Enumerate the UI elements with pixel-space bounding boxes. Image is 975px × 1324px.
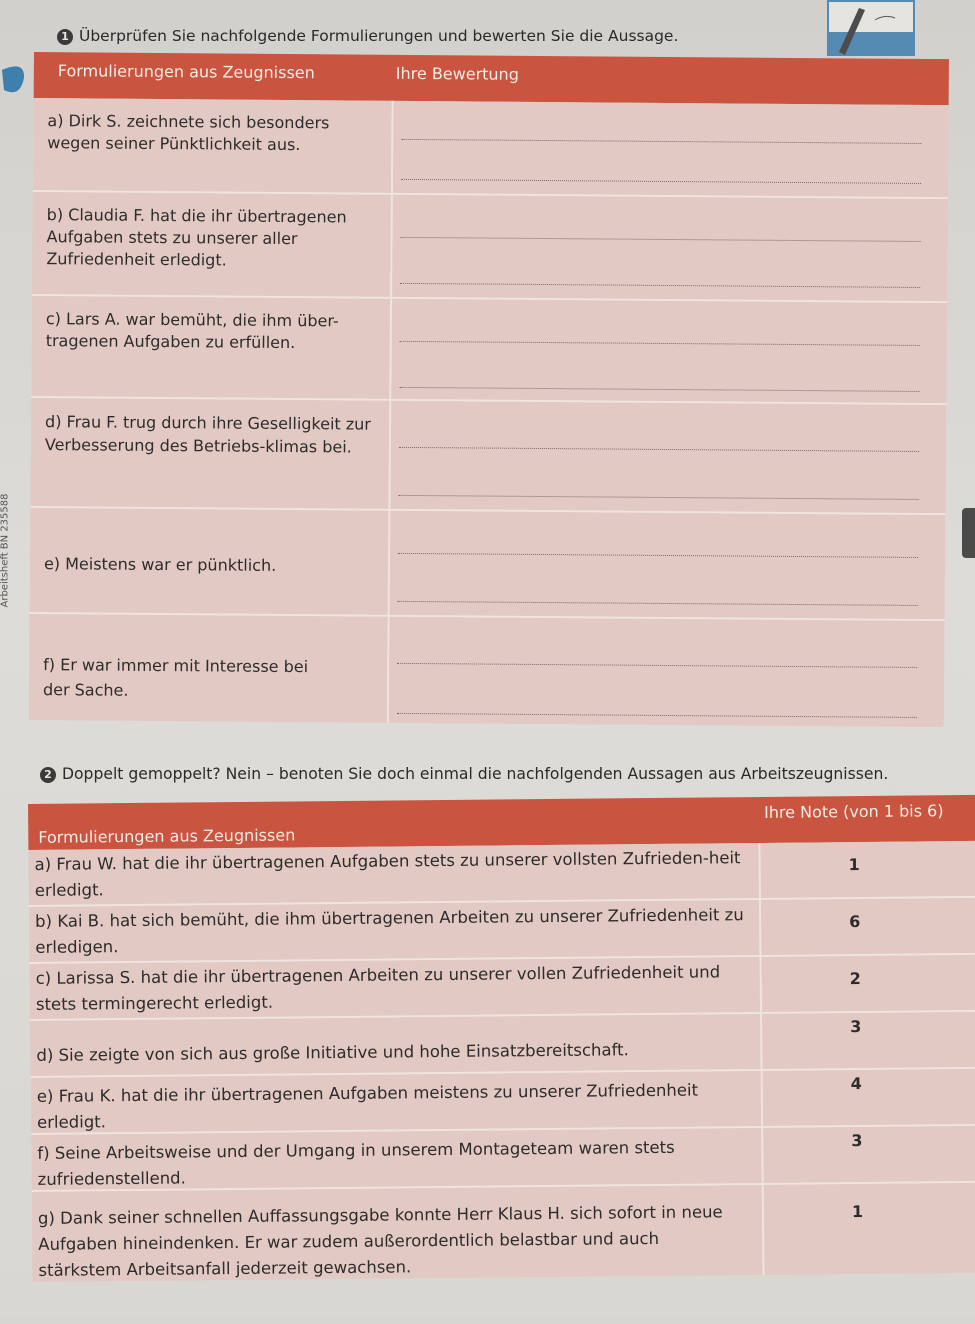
answer-line[interactable] xyxy=(399,447,919,452)
grade-value[interactable]: 3 xyxy=(851,1131,863,1151)
task1-row-e xyxy=(30,508,946,621)
task2-row-text: d) Sie zeigte von sich aus große Initiative und hohe Einsatzbereitschaft. xyxy=(36,1040,629,1065)
task2-row-c xyxy=(30,955,975,1021)
task1-row-d xyxy=(30,398,946,515)
answer-line[interactable] xyxy=(401,237,921,242)
highlighter-pen-icon xyxy=(805,0,915,60)
column-divider xyxy=(389,299,392,399)
margin-note: Arbeitsheft BN 235588 xyxy=(0,493,11,608)
grade-value[interactable]: 1 xyxy=(851,1202,864,1222)
answer-line[interactable] xyxy=(400,283,920,288)
task1-row-text: f) Er war immer mit Interesse bei der Sache. xyxy=(42,655,309,700)
grade-value[interactable]: 3 xyxy=(850,1017,862,1037)
task1-row-text: b) Claudia F. hat die ihr übertragenen Aufgaben stets zu unserer aller Zufriedenheit erledigt. xyxy=(46,205,347,270)
answer-line[interactable] xyxy=(399,495,919,500)
task2-row-g xyxy=(32,1183,975,1282)
column-divider xyxy=(390,195,393,297)
task2-row-a xyxy=(28,841,975,907)
leaf-icon xyxy=(0,60,30,100)
task1-row-text: a) Dirk S. zeichnete sich besonders wegen seiner Pünktlichkeit aus. xyxy=(47,111,330,155)
task1-col-formulations: Formulierungen aus Zeugnissen xyxy=(57,61,315,83)
task2-row-text: e) Frau K. hat die ihr übertragenen Aufgaben meistens zu unserer Zufriedenheit erledigt. xyxy=(36,1080,699,1132)
column-divider xyxy=(388,511,391,615)
grade-value[interactable]: 1 xyxy=(848,855,860,875)
answer-line[interactable] xyxy=(398,601,918,606)
answer-line[interactable] xyxy=(401,139,921,144)
task1-number: 1 xyxy=(57,29,73,45)
task1-title-text: Überprüfen Sie nachfolgende Formulierungen und bewerten Sie die Aussage. xyxy=(79,27,679,45)
task2-row-b xyxy=(29,898,975,964)
task2-row-text: a) Frau W. hat die ihr übertragenen Aufgaben stets zu unserer vollsten Zufrieden-heit erledigt. xyxy=(34,848,741,900)
task2-row-text: f) Seine Arbeitsweise und der Umgang in unserem Montageteam waren stets zufriedenstellend. xyxy=(37,1137,675,1189)
task2-row-text: c) Larissa S. hat die ihr übertragenen Arbeiten zu unserer vollen Zufriedenheit und stets termingerecht erledigt. xyxy=(35,962,721,1014)
task1-row-text: c) Lars A. war bemüht, die ihm über-tragenen Aufgaben zu erfüllen. xyxy=(45,309,339,353)
task2-table xyxy=(28,795,975,1324)
column-divider xyxy=(762,1185,765,1275)
answer-line[interactable] xyxy=(399,387,919,392)
answer-line[interactable] xyxy=(401,179,921,184)
answer-line[interactable] xyxy=(400,341,920,346)
task1-row-b xyxy=(32,192,948,303)
column-divider xyxy=(387,617,390,723)
task1-row-f xyxy=(29,614,945,727)
task2-row-text: b) Kai B. hat sich bemüht, die ihm übertragenen Arbeiten zu unserer Zufriedenheit zu erledigen. xyxy=(35,905,744,957)
column-divider xyxy=(760,1014,763,1069)
answer-line[interactable] xyxy=(397,713,917,718)
task1-row-a xyxy=(33,98,949,199)
task2-row-d xyxy=(30,1012,975,1078)
answer-line[interactable] xyxy=(397,663,917,668)
grade-value[interactable]: 4 xyxy=(850,1074,862,1094)
task1-row-text: d) Frau F. trug durch ihre Geselligkeit zur Verbesserung des Betriebs-klimas bei. xyxy=(44,412,372,457)
task2-row-f xyxy=(31,1126,975,1192)
task1-table xyxy=(29,52,949,727)
task2-row-e xyxy=(31,1069,975,1135)
task1-col-rating: Ihre Bewertung xyxy=(395,63,519,84)
task2-col-formulations: Formulierungen aus Zeugnissen xyxy=(38,825,296,847)
task2-col-grade: Ihre Note (von 1 bis 6) xyxy=(764,801,944,822)
task1-title xyxy=(57,27,678,45)
task2-number: 2 xyxy=(40,767,56,783)
task2-title xyxy=(40,765,888,783)
task1-table-header xyxy=(34,52,949,105)
task1-row-text: e) Meistens war er pünktlich. xyxy=(43,554,277,575)
task2-title-text: Doppelt gemoppelt? Nein – benoten Sie doch einmal die nachfolgenden Aussagen aus Arbeitszeugnissen. xyxy=(62,765,889,783)
column-divider xyxy=(388,401,391,509)
task1-row-c xyxy=(31,296,947,405)
column-divider xyxy=(391,101,394,193)
grade-value[interactable]: 2 xyxy=(849,969,861,989)
page-edge-tab xyxy=(962,508,975,558)
grade-value[interactable]: 6 xyxy=(849,912,861,932)
task2-row-text: g) Dank seiner schnellen Auffassungsgabe konnte Herr Klaus H. sich sofort in neue Aufgaben hineindenken. Er war zudem außerordentlich belastbar und auch stärkstem Arbeitsanfall jederzeit gewachsen. xyxy=(37,1202,723,1280)
answer-line[interactable] xyxy=(398,553,918,558)
